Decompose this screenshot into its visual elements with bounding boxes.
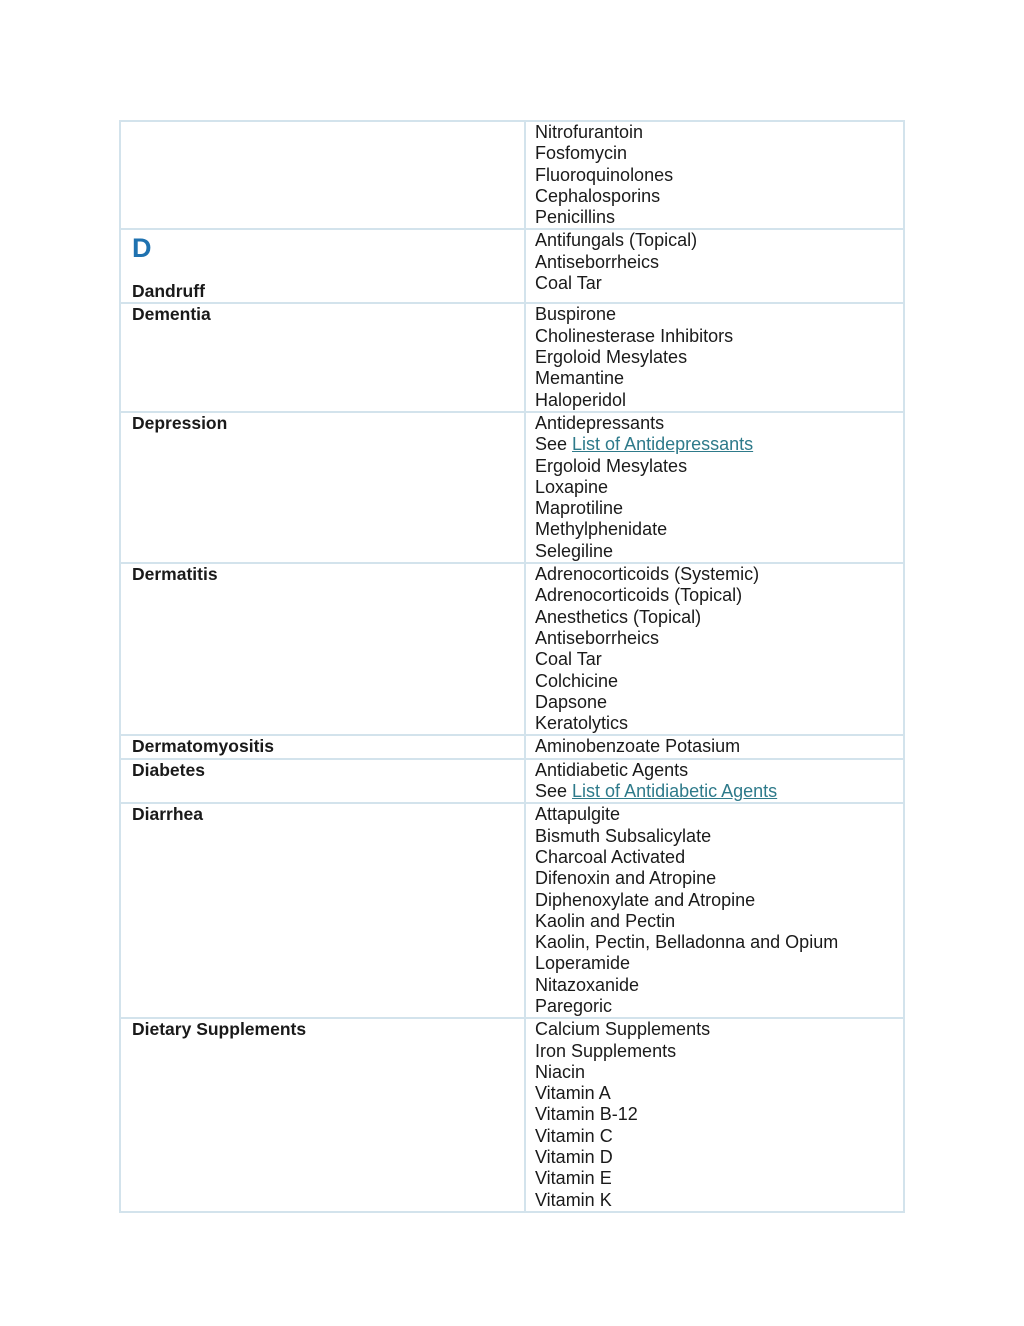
table-row <box>120 229 904 303</box>
drug-item: Ergoloid Mesylates <box>535 455 688 476</box>
drug-item: Paregoric <box>535 995 613 1016</box>
condition-drug-table <box>119 120 905 1213</box>
drug-item: Colchicine <box>535 670 619 691</box>
condition-name: Dermatitis <box>132 564 218 585</box>
drug-item: Antiseborrheics <box>535 251 660 272</box>
condition-cell <box>120 563 525 735</box>
see-prefix: See <box>535 434 573 455</box>
drug-item: Maprotiline <box>535 498 624 519</box>
drug-item: Loperamide <box>535 953 631 974</box>
drug-item: Calcium Supplements <box>535 1019 711 1040</box>
condition-name: Dandruff <box>132 281 205 302</box>
drug-item: Nitazoxanide <box>535 974 640 995</box>
drug-item: Kaolin, Pectin, Belladonna and Opium <box>535 932 839 953</box>
condition-name: Dementia <box>132 304 211 325</box>
drug-item: Adrenocorticoids (Systemic) <box>535 564 760 585</box>
drug-item: Vitamin E <box>535 1168 612 1189</box>
drug-list-cell <box>525 735 904 758</box>
drug-item: Diphenoxylate and Atropine <box>535 889 756 910</box>
drug-item: Niacin <box>535 1061 586 1082</box>
condition-cell <box>120 803 525 1018</box>
condition-cell <box>120 121 525 229</box>
drug-item: Vitamin K <box>535 1189 612 1210</box>
condition-name: Depression <box>132 412 228 433</box>
condition-cell <box>120 735 525 758</box>
drug-item: Vitamin D <box>535 1147 613 1168</box>
drug-list-cell <box>525 121 904 229</box>
drug-item: Iron Supplements <box>535 1040 677 1061</box>
condition-cell <box>120 1018 525 1212</box>
drug-list-cell <box>525 759 904 804</box>
drug-list-cell <box>525 412 904 563</box>
drug-list-cell <box>525 563 904 735</box>
drug-item: Kaolin and Pectin <box>535 910 676 931</box>
reference-link[interactable]: List of Antidiabetic Agents <box>572 781 778 802</box>
see-prefix: See <box>535 781 573 802</box>
table-row <box>120 303 904 411</box>
drug-item: Cholinesterase Inhibitors <box>535 325 734 346</box>
condition-cell <box>120 412 525 563</box>
drug-item: Antiseborrheics <box>535 627 660 648</box>
table-row <box>120 735 904 758</box>
drug-item: Methylphenidate <box>535 519 668 540</box>
drug-item: Vitamin C <box>535 1125 613 1146</box>
table-row <box>120 412 904 563</box>
condition-cell <box>120 759 525 804</box>
drug-item: Penicillins <box>535 207 616 228</box>
table-row <box>120 759 904 804</box>
table-row <box>120 563 904 735</box>
drug-item: Antifungals (Topical) <box>535 230 698 251</box>
drug-item: Antidiabetic Agents <box>535 759 689 780</box>
table-row <box>120 1018 904 1212</box>
drug-item: Difenoxin and Atropine <box>535 868 717 889</box>
condition-cell <box>120 229 525 303</box>
drug-item: Adrenocorticoids (Topical) <box>535 585 743 606</box>
drug-item: Memantine <box>535 368 625 389</box>
see-reference <box>535 434 903 455</box>
condition-cell <box>120 303 525 411</box>
drug-item: Dapsone <box>535 691 608 712</box>
drug-item: Haloperidol <box>535 389 627 410</box>
drug-item: Antidepressants <box>535 412 665 433</box>
drug-item: Anesthetics (Topical) <box>535 606 702 627</box>
drug-item: Cephalosporins <box>535 185 661 206</box>
drug-item: Vitamin B-12 <box>535 1104 638 1125</box>
drug-item: Fluoroquinolones <box>535 164 674 185</box>
condition-name: Dietary Supplements <box>132 1019 307 1040</box>
drug-list-cell <box>525 1018 904 1212</box>
table-row <box>120 121 904 229</box>
drug-list-cell <box>525 803 904 1018</box>
drug-item: Buspirone <box>535 304 617 325</box>
condition-name: Dermatomyositis <box>132 736 274 757</box>
drug-item: Keratolytics <box>535 713 629 734</box>
drug-item: Coal Tar <box>535 273 602 294</box>
section-letter: D <box>132 233 152 264</box>
drug-item: Selegiline <box>535 540 614 561</box>
drug-item: Nitrofurantoin <box>535 122 644 142</box>
condition-name: Diabetes <box>132 759 205 780</box>
drug-item: Fosfomycin <box>535 143 628 164</box>
drug-list-cell <box>525 229 904 303</box>
drug-item: Aminobenzoate Potasium <box>535 736 741 757</box>
drug-item: Loxapine <box>535 476 609 497</box>
table-row <box>120 803 904 1018</box>
drug-item: Coal Tar <box>535 649 602 670</box>
drug-item: Charcoal Activated <box>535 846 686 867</box>
condition-name: Diarrhea <box>132 804 204 825</box>
see-reference <box>535 781 903 802</box>
drug-list-cell <box>525 303 904 411</box>
drug-item: Vitamin A <box>535 1083 611 1104</box>
reference-link[interactable]: List of Antidepressants <box>572 434 754 455</box>
drug-item: Attapulgite <box>535 804 621 825</box>
drug-item: Bismuth Subsalicylate <box>535 825 712 846</box>
table-body <box>120 121 904 1212</box>
drug-item: Ergoloid Mesylates <box>535 347 688 368</box>
